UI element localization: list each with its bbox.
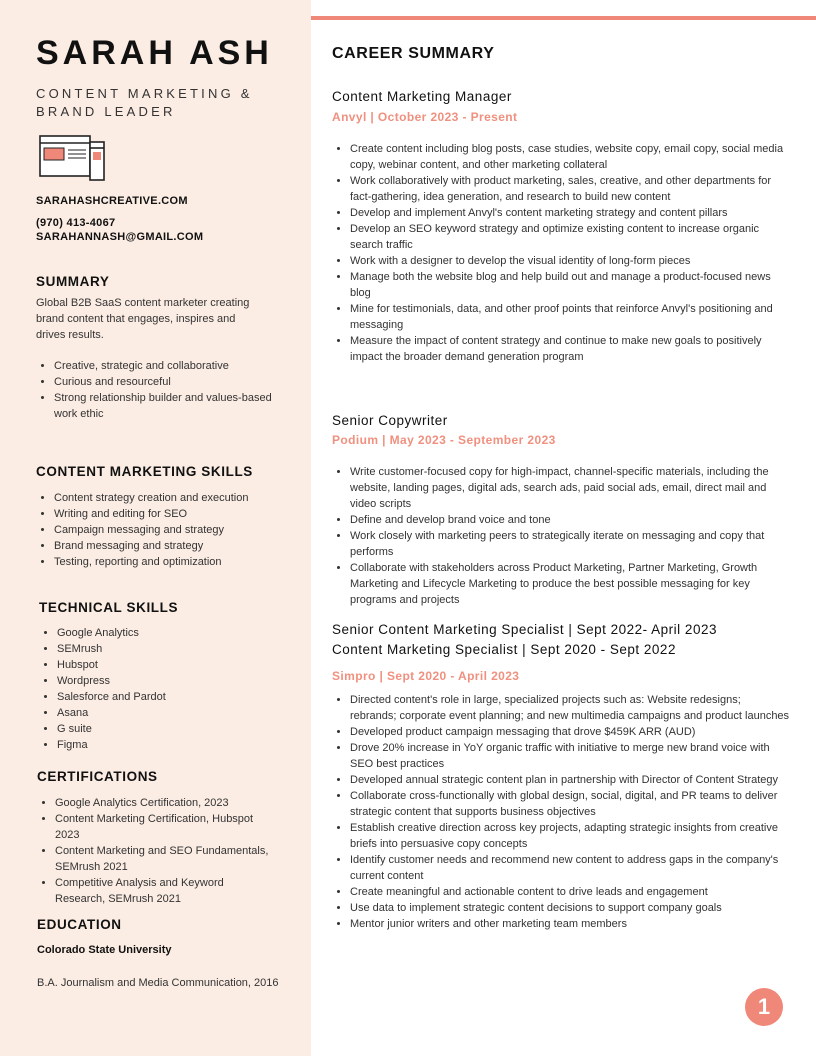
list-item: • G suite [57, 721, 297, 737]
job-bullets [332, 692, 790, 932]
list-item: • Developed annual strategic content plan in partnership with Director of Content Strategy [350, 772, 790, 788]
list-item: • Brand messaging and strategy [54, 538, 314, 554]
list-item: • Work collaboratively with product marketing, sales, creative, and other departments for fact-gathering, idea generation, and research to build new content [350, 173, 790, 205]
list-item: • Create content including blog posts, case studies, website copy, email copy, social media copy, webinar content, and other marketing collateral [350, 141, 790, 173]
list-item: • Use data to implement strategic content decisions to support company goals [350, 900, 790, 916]
technical-skills-heading: TECHNICAL SKILLS [39, 600, 179, 615]
content-skills-list [36, 490, 314, 570]
career-summary-heading: CAREER SUMMARY [332, 45, 495, 62]
website-link[interactable]: SARAHASHCREATIVE.COM [36, 195, 188, 207]
list-item: • Directed content's role in large, specialized projects such as: Website redesigns; rebrands; corporate event planning; and new multimedia campaigns and product launches [350, 692, 790, 724]
list-item: • Writing and editing for SEO [54, 506, 314, 522]
summary-text: Global B2B SaaS content marketer creating brand content that engages, inspires and drives results. [36, 297, 250, 341]
education-degree: B.A. Journalism and Media Communication, 2016 [37, 977, 279, 989]
list-item: • Establish creative direction across key projects, adapting strategic insights from creative briefs into persuasive copy concepts [350, 820, 790, 852]
list-item: • Work closely with marketing peers to strategically iterate on messaging and copy that performs [350, 528, 790, 560]
list-item: • SEMrush [57, 641, 297, 657]
accent-top-rule [311, 16, 816, 20]
list-item: • Testing, reporting and optimization [54, 554, 314, 570]
list-item: • Content Marketing and SEO Fundamentals, SEMrush 2021 [55, 843, 275, 875]
job-title: Senior Content Marketing Specialist | Sept 2022- April 2023 [332, 622, 717, 637]
list-item: • Figma [57, 737, 297, 753]
list-item: • Google Analytics [57, 625, 297, 641]
list-item: • Content strategy creation and execution [54, 490, 314, 506]
list-item: • Developed product campaign messaging that drove $459K ARR (AUD) [350, 724, 790, 740]
list-item: • Campaign messaging and strategy [54, 522, 314, 538]
job-title: Content Marketing Manager [332, 89, 512, 104]
list-item: • Develop an SEO keyword strategy and optimize existing content to increase organic search traffic [350, 221, 790, 253]
candidate-name: SARAH ASH [36, 34, 273, 72]
list-item: • Create meaningful and actionable content to drive leads and engagement [350, 884, 790, 900]
summary-list [36, 358, 286, 422]
list-item: • Manage both the website blog and help build out and manage a product-focused news blog [350, 269, 790, 301]
list-item: • Collaborate with stakeholders across Product Marketing, Partner Marketing, Growth Marketing and Lifecycle Marketing to produce the best possible messaging for key programs and projects [350, 560, 790, 608]
content-skills-heading: CONTENT MARKETING SKILLS [36, 464, 253, 479]
candidate-title: CONTENT MARKETING & BRAND LEADER [36, 86, 253, 119]
summary-heading: SUMMARY [36, 274, 110, 289]
list-item: • Hubspot [57, 657, 297, 673]
job-company: Simpro | Sept 2020 - April 2023 [332, 669, 520, 683]
certifications-list [37, 795, 275, 907]
list-item: • Strong relationship builder and values-based work ethic [54, 390, 286, 422]
job-bullets [332, 141, 790, 365]
list-item: • Identify customer needs and recommend new content to address gaps in the company's current content [350, 852, 790, 884]
list-item: • Drove 20% increase in YoY organic traffic with initiative to merge new brand voice with SEO best practices [350, 740, 790, 772]
job-bullets [332, 464, 790, 608]
list-item: • Content Marketing Certification, Hubspot 2023 [55, 811, 275, 843]
website-icon [38, 134, 106, 182]
list-item: • Measure the impact of content strategy and continue to make new goals to positively impact the broader demand generation program [350, 333, 790, 365]
page-number-badge: 1 [745, 988, 783, 1026]
list-item: • Mine for testimonials, data, and other proof points that reinforce Anvyl's positioning and messaging [350, 301, 790, 333]
list-item: • Wordpress [57, 673, 297, 689]
job-company: Podium | May 2023 - September 2023 [332, 433, 556, 447]
job-title: Senior Copywriter [332, 413, 448, 428]
job-title-secondary: Content Marketing Specialist | Sept 2020 - Sept 2022 [332, 642, 676, 657]
certifications-heading: CERTIFICATIONS [37, 769, 158, 784]
list-item: • Asana [57, 705, 297, 721]
list-item: • Collaborate cross-functionally with global design, social, digital, and PR teams to deliver strategic content that supports business objectives [350, 788, 790, 820]
list-item: • Google Analytics Certification, 2023 [55, 795, 275, 811]
job-company: Anvyl | October 2023 - Present [332, 110, 518, 124]
list-item: • Creative, strategic and collaborative [54, 358, 286, 374]
list-item: • Mentor junior writers and other marketing team members [350, 916, 790, 932]
list-item: • Competitive Analysis and Keyword Research, SEMrush 2021 [55, 875, 275, 907]
education-school: Colorado State University [37, 944, 172, 956]
technical-skills-list [39, 625, 297, 753]
list-item: • Curious and resourceful [54, 374, 286, 390]
list-item: • Work with a designer to develop the visual identity of long-form pieces [350, 253, 790, 269]
email-address[interactable]: SARAHANNASH@GMAIL.COM [36, 231, 204, 243]
list-item: • Salesforce and Pardot [57, 689, 297, 705]
list-item: • Define and develop brand voice and tone [350, 512, 790, 528]
phone-number: (970) 413-4067 [36, 217, 116, 229]
education-heading: EDUCATION [37, 917, 122, 932]
list-item: • Develop and implement Anvyl's content marketing strategy and content pillars [350, 205, 790, 221]
list-item: • Write customer-focused copy for high-impact, channel-specific materials, including the website, landing pages, digital ads, search ads, paid social ads, email, direct mail and video scripts [350, 464, 790, 512]
